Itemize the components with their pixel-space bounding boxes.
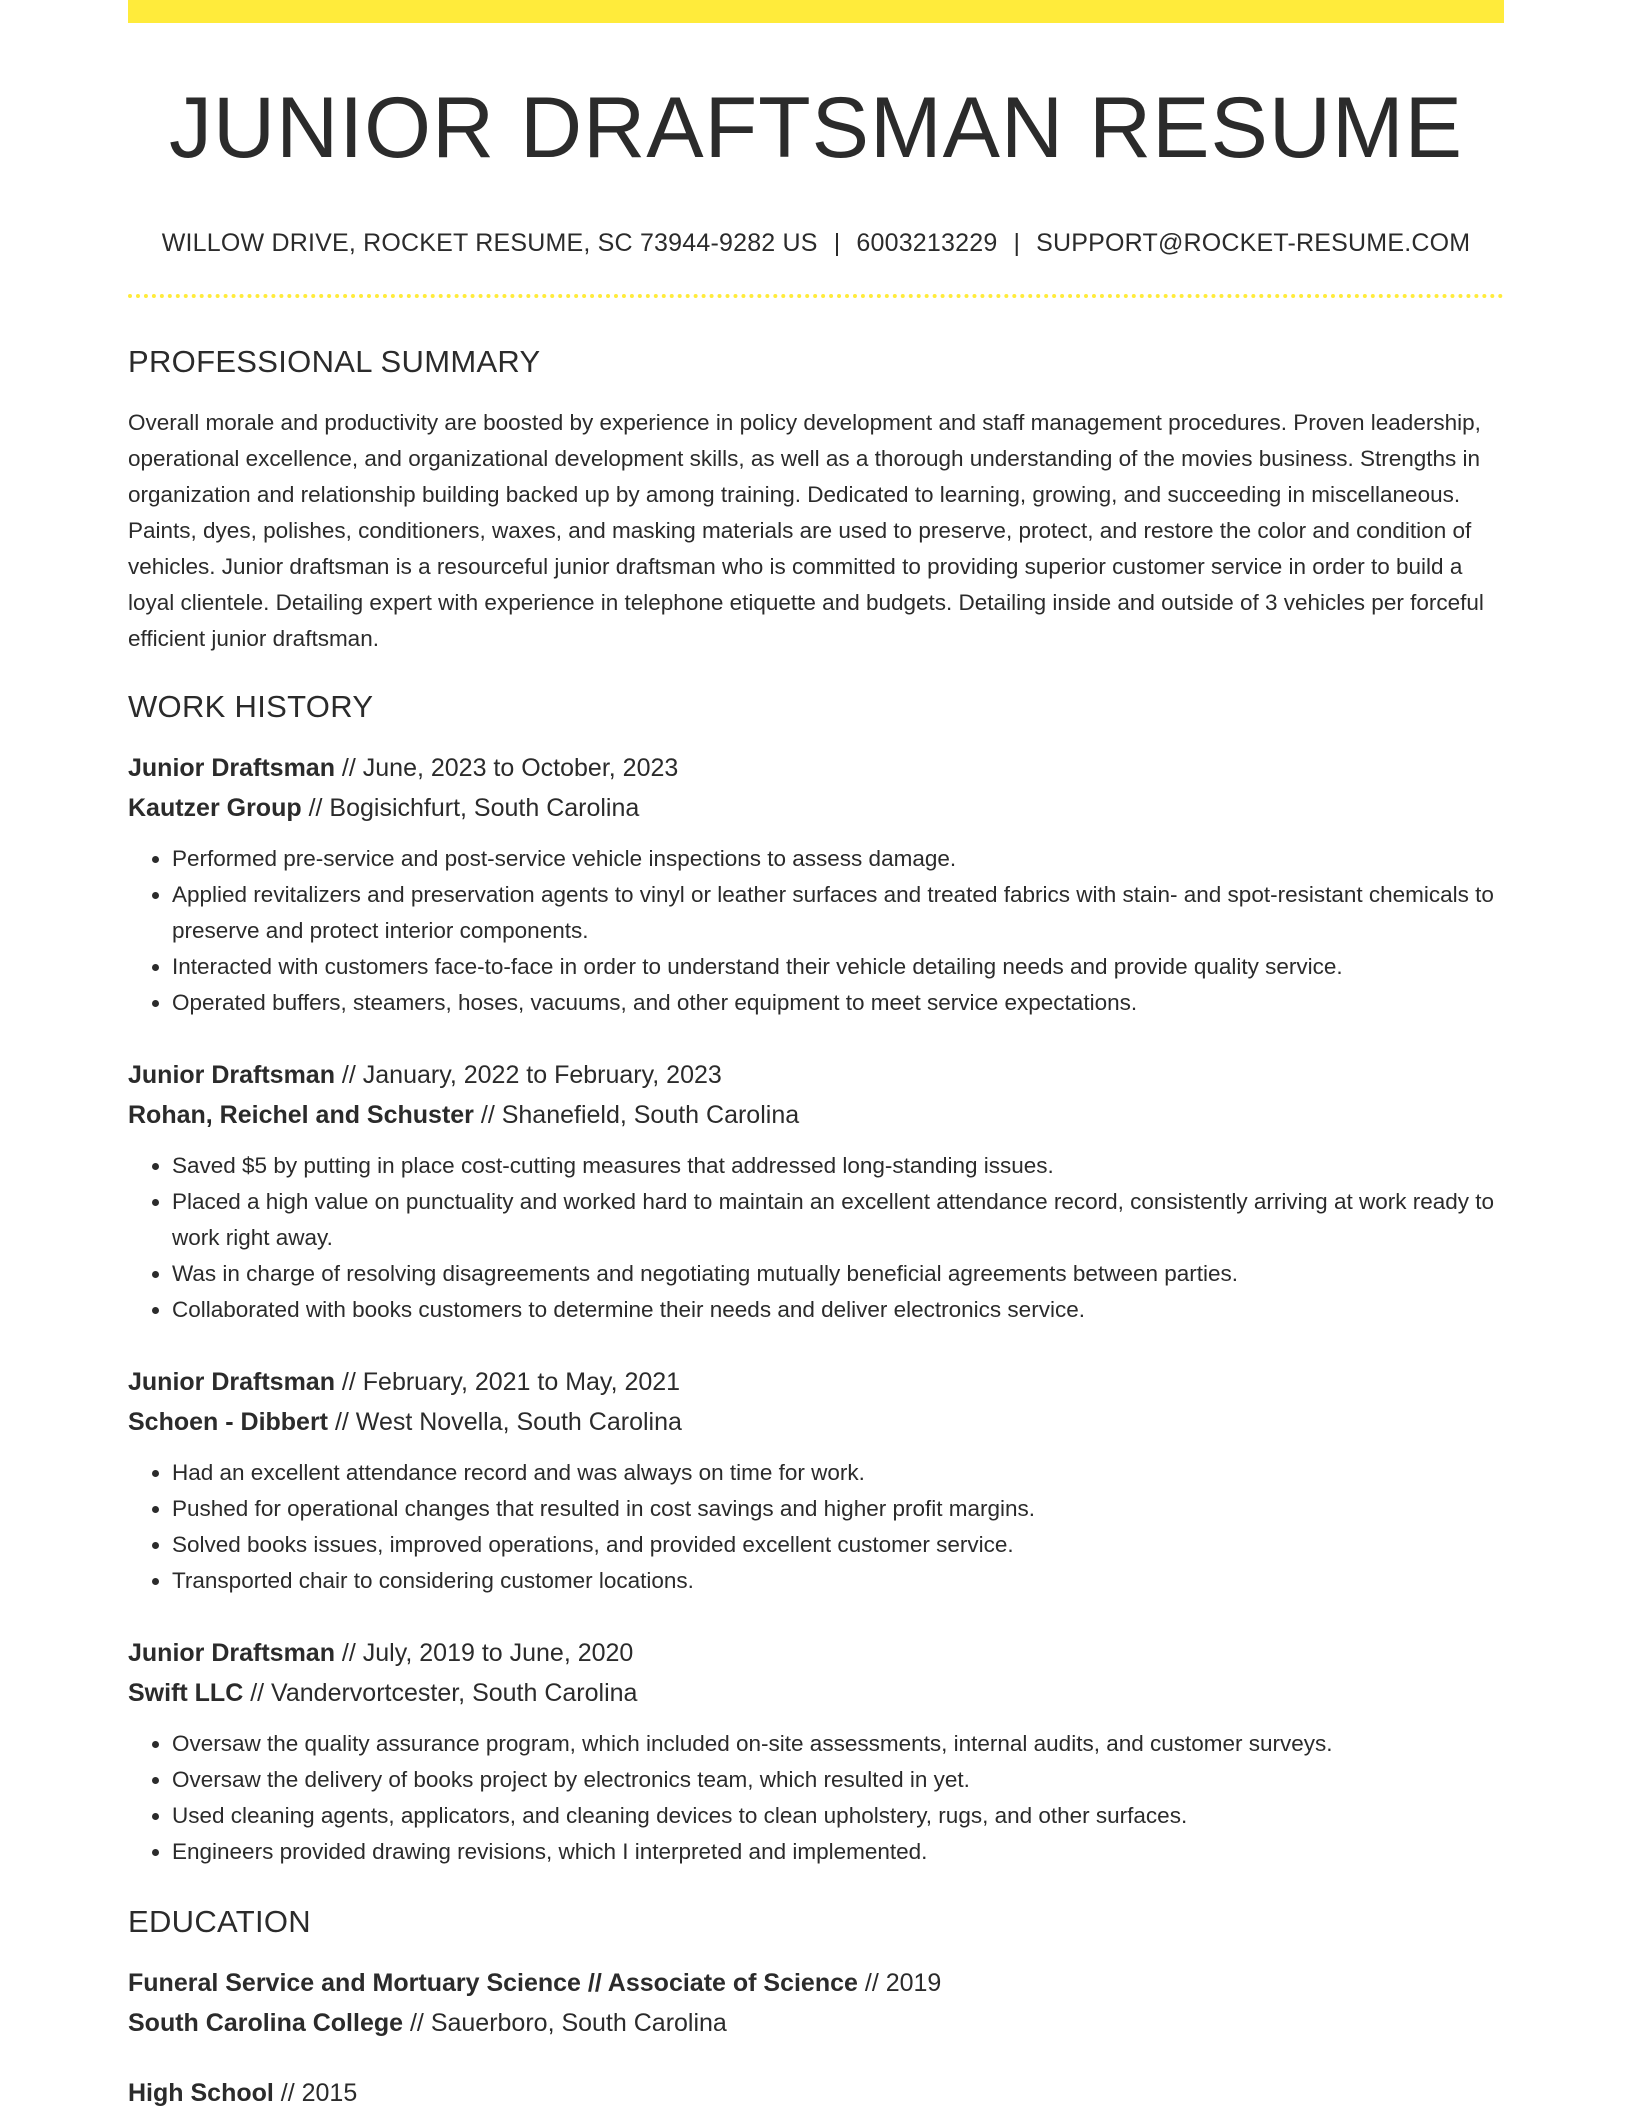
job-dates: // January, 2022 to February, 2023	[334, 1061, 722, 1089]
education-degree: Funeral Service and Mortuary Science // Associate of Science	[128, 1969, 858, 1997]
job-bullets	[128, 1455, 1504, 1599]
job-bullet: • Solved books issues, improved operations, and provided excellent customer service.	[172, 1527, 1504, 1563]
job-company: Swift LLC	[128, 1679, 244, 1707]
education-location: // Sauerboro, South Carolina	[403, 2009, 727, 2037]
job-bullets	[128, 1148, 1504, 1328]
job-bullet: • Performed pre-service and post-service vehicle inspections to assess damage.	[172, 841, 1504, 877]
contact-separator: |	[1013, 229, 1021, 257]
education-degree-line	[128, 2073, 1504, 2113]
job-title: Junior Draftsman	[128, 1639, 335, 1667]
contact-phone: 6003213229	[856, 229, 998, 257]
job-dates: // June, 2023 to October, 2023	[334, 754, 679, 782]
job-bullet: • Oversaw the quality assurance program, which included on-site assessments, internal audits, and customer surveys.	[172, 1726, 1504, 1762]
education-year: // 2019	[857, 1969, 942, 1997]
education-school-line	[128, 2003, 1504, 2043]
job-title: Junior Draftsman	[128, 1368, 335, 1396]
job-bullet: • Engineers provided drawing revisions, which I interpreted and implemented.	[172, 1834, 1504, 1870]
job-entry	[128, 1633, 1504, 1870]
job-bullets	[128, 841, 1504, 1021]
job-bullet: • Saved $5 by putting in place cost-cutting measures that addressed long-standing issues.	[172, 1148, 1504, 1184]
job-location: // Shanefield, South Carolina	[473, 1101, 800, 1129]
job-company-line	[128, 1095, 1504, 1135]
job-bullet: • Applied revitalizers and preservation agents to vinyl or leather surfaces and treated fabrics with stain- and spot-resistant chemicals to preserve and protect interior components.	[172, 877, 1504, 949]
job-bullet: • Interacted with customers face-to-face in order to understand their vehicle detailing needs and provide quality service.	[172, 949, 1504, 985]
job-bullet: • Placed a high value on punctuality and worked hard to maintain an excellent attendance record, consistently arriving at work ready to work right away.	[172, 1184, 1504, 1256]
job-title-line	[128, 1633, 1504, 1673]
job-company-line	[128, 1402, 1504, 1442]
job-title-line	[128, 1055, 1504, 1095]
job-bullet: • Had an excellent attendance record and was always on time for work.	[172, 1455, 1504, 1491]
education-heading: EDUCATION	[128, 1904, 311, 1939]
job-company: Rohan, Reichel and Schuster	[128, 1101, 474, 1129]
job-title-line	[128, 748, 1504, 788]
job-entry	[128, 1055, 1504, 1328]
contact-line	[128, 231, 1504, 256]
education-entry	[128, 2073, 1504, 2113]
job-bullets	[128, 1726, 1504, 1870]
job-company: Kautzer Group	[128, 794, 302, 822]
job-title: Junior Draftsman	[128, 754, 335, 782]
education-year: // 2015	[273, 2079, 358, 2107]
job-bullet: • Collaborated with books customers to determine their needs and deliver electronics service.	[172, 1292, 1504, 1328]
job-company-line	[128, 1673, 1504, 1713]
education-degree: High School	[128, 2079, 274, 2107]
summary-heading: PROFESSIONAL SUMMARY	[128, 344, 541, 379]
job-bullet: • Oversaw the delivery of books project by electronics team, which resulted in yet.	[172, 1762, 1504, 1798]
contact-address: WILLOW DRIVE, ROCKET RESUME, SC 73944-9282 US	[161, 229, 818, 257]
contact-separator: |	[833, 229, 841, 257]
job-entry	[128, 1362, 1504, 1599]
resume-title: JUNIOR DRAFTSMAN RESUME	[169, 80, 1463, 176]
job-location: // West Novella, South Carolina	[328, 1408, 682, 1436]
job-location: // Bogisichfurt, South Carolina	[301, 794, 640, 822]
job-location: // Vandervortcester, South Carolina	[243, 1679, 638, 1707]
resume-page	[128, 0, 1504, 2113]
job-bullet: • Was in charge of resolving disagreements and negotiating mutually beneficial agreements between parties.	[172, 1256, 1504, 1292]
job-entry	[128, 748, 1504, 1021]
job-bullet: • Pushed for operational changes that resulted in cost savings and higher profit margins.	[172, 1491, 1504, 1527]
job-title-line	[128, 1362, 1504, 1402]
dotted-divider	[128, 294, 1504, 298]
work-history-heading: WORK HISTORY	[128, 689, 374, 724]
education-degree-line	[128, 1963, 1504, 2003]
education-school: South Carolina College	[128, 2009, 404, 2037]
job-title: Junior Draftsman	[128, 1061, 335, 1089]
job-company-line	[128, 788, 1504, 828]
job-dates: // July, 2019 to June, 2020	[334, 1639, 634, 1667]
job-bullet: • Operated buffers, steamers, hoses, vacuums, and other equipment to meet service expectations.	[172, 985, 1504, 1021]
job-bullet: • Used cleaning agents, applicators, and cleaning devices to clean upholstery, rugs, and other surfaces.	[172, 1798, 1504, 1834]
contact-email: SUPPORT@ROCKET-RESUME.COM	[1036, 229, 1471, 257]
accent-top-bar	[128, 0, 1504, 23]
job-company: Schoen - Dibbert	[128, 1408, 329, 1436]
job-dates: // February, 2021 to May, 2021	[334, 1368, 681, 1396]
job-bullet: • Transported chair to considering customer locations.	[172, 1563, 1504, 1599]
summary-text: Overall morale and productivity are boosted by experience in policy development and staff management procedures. Proven leadership, operational excellence, and organizational development skills, as well as a thorough understanding of the movies business. Strengths in organization and relationship building backed up by among training. Dedicated to learning, growing, and succeeding in miscellaneous. Paints, dyes, polishes, conditioners, waxes, and masking materials are used to preserve, protect, and restore the color and condition of vehicles. Junior draftsman is a resourceful junior draftsman who is committed to providing superior customer service in order to build a loyal clientele. Detailing expert with experience in telephone etiquette and budgets. Detailing inside and outside of 3 vehicles per forceful efficient junior draftsman.	[128, 410, 1484, 651]
education-entry	[128, 1963, 1504, 2043]
